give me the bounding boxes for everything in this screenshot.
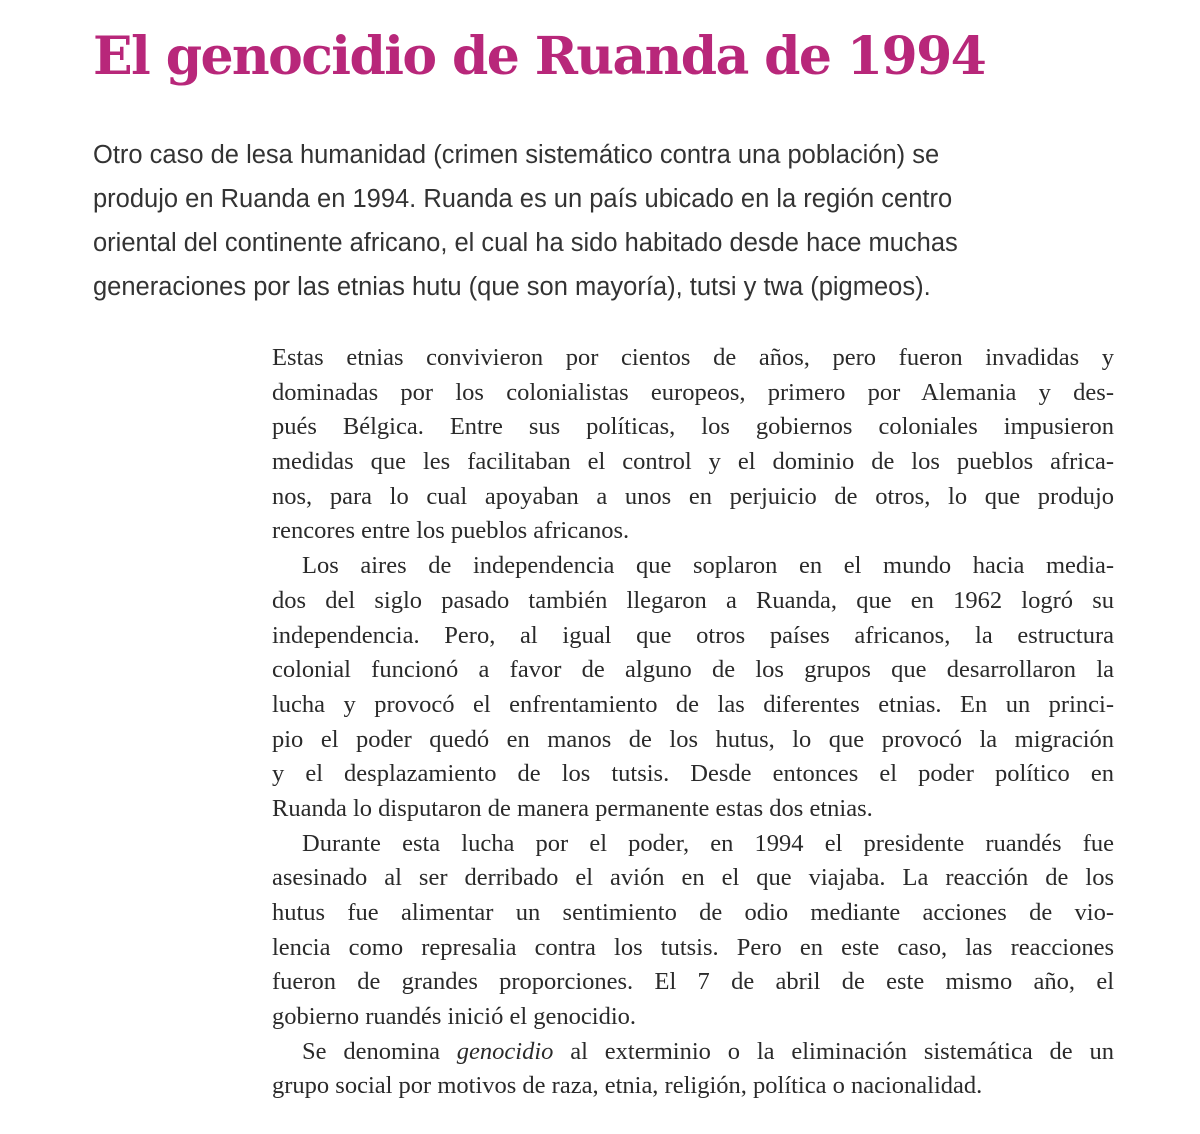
body-text-run: al exterminio o la eliminación sistemática de un (553, 1037, 1114, 1065)
body-line: fueron de grandes proporciones. El 7 de abril de este mismo año, el (272, 968, 1114, 996)
body-text (272, 341, 1114, 1104)
body-paragraph-1 (272, 341, 1114, 549)
body-line: lencia como represalia contra los tutsis. Pero en este caso, las reacciones (272, 933, 1114, 961)
body-paragraph-4 (272, 1035, 1114, 1104)
body-paragraph-2 (272, 549, 1114, 827)
body-line: independencia. Pero, al igual que otros países africanos, la estructura (272, 621, 1114, 649)
body-line: rencores entre los pueblos africanos. (272, 517, 630, 545)
page-title: El genocidio de Ruanda de 1994 (93, 26, 986, 87)
intro-line: Otro caso de lesa humanidad (crimen sistemático contra una población) se (93, 141, 940, 169)
body-line: pio el poder quedó en manos de los hutus, lo que provocó la migración (272, 725, 1114, 753)
body-line: grupo social por motivos de raza, etnia, religión, política o nacionalidad. (272, 1072, 983, 1100)
body-paragraph-3 (272, 827, 1114, 1035)
body-line: colonial funcionó a favor de alguno de los grupos que desarrollaron la (272, 656, 1114, 684)
body-text-run: Se denomina (302, 1037, 457, 1065)
body-line: lucha y provocó el enfrentamiento de las diferentes etnias. En un princi- (272, 690, 1114, 718)
body-line: hutus fue alimentar un sentimiento de odio mediante acciones de vio- (272, 899, 1114, 926)
body-line (272, 1035, 1114, 1070)
body-line: dominadas por los colonialistas europeos, primero por Alemania y des- (272, 378, 1114, 406)
body-line: gobierno ruandés inició el genocidio. (272, 1003, 636, 1031)
body-line: y el desplazamiento de los tutsis. Desde entonces el poder político en (272, 760, 1114, 788)
intro-paragraph (93, 133, 1103, 309)
body-line: Los aires de independencia que soplaron en el mundo hacia media- (302, 552, 1114, 580)
body-line: Ruanda lo disputaron de manera permanente estas dos etnias. (272, 794, 873, 822)
body-line: medidas que les facilitaban el control y el dominio de los pueblos africa- (272, 448, 1114, 476)
body-line: Estas etnias convivieron por cientos de años, pero fueron invadidas y (272, 344, 1114, 371)
intro-line: produjo en Ruanda en 1994. Ruanda es un país ubicado en la región centro (93, 185, 953, 213)
emphasized-term: genocidio (456, 1037, 554, 1065)
intro-line: generaciones por las etnias hutu (que son mayoría), tutsi y twa (pigmeos). (93, 273, 931, 301)
body-line: pués Bélgica. Entre sus políticas, los gobiernos coloniales impusieron (272, 413, 1114, 441)
body-line: Durante esta lucha por el poder, en 1994 el presidente ruandés fue (302, 829, 1114, 857)
body-line: asesinado al ser derribado el avión en el que viajaba. La reacción de los (272, 864, 1114, 892)
body-line: dos del siglo pasado también llegaron a Ruanda, que en 1962 logró su (272, 586, 1114, 614)
intro-line: oriental del continente africano, el cual ha sido habitado desde hace muchas (93, 229, 958, 257)
body-line: nos, para lo cual apoyaban a unos en perjuicio de otros, lo que produjo (272, 482, 1114, 510)
